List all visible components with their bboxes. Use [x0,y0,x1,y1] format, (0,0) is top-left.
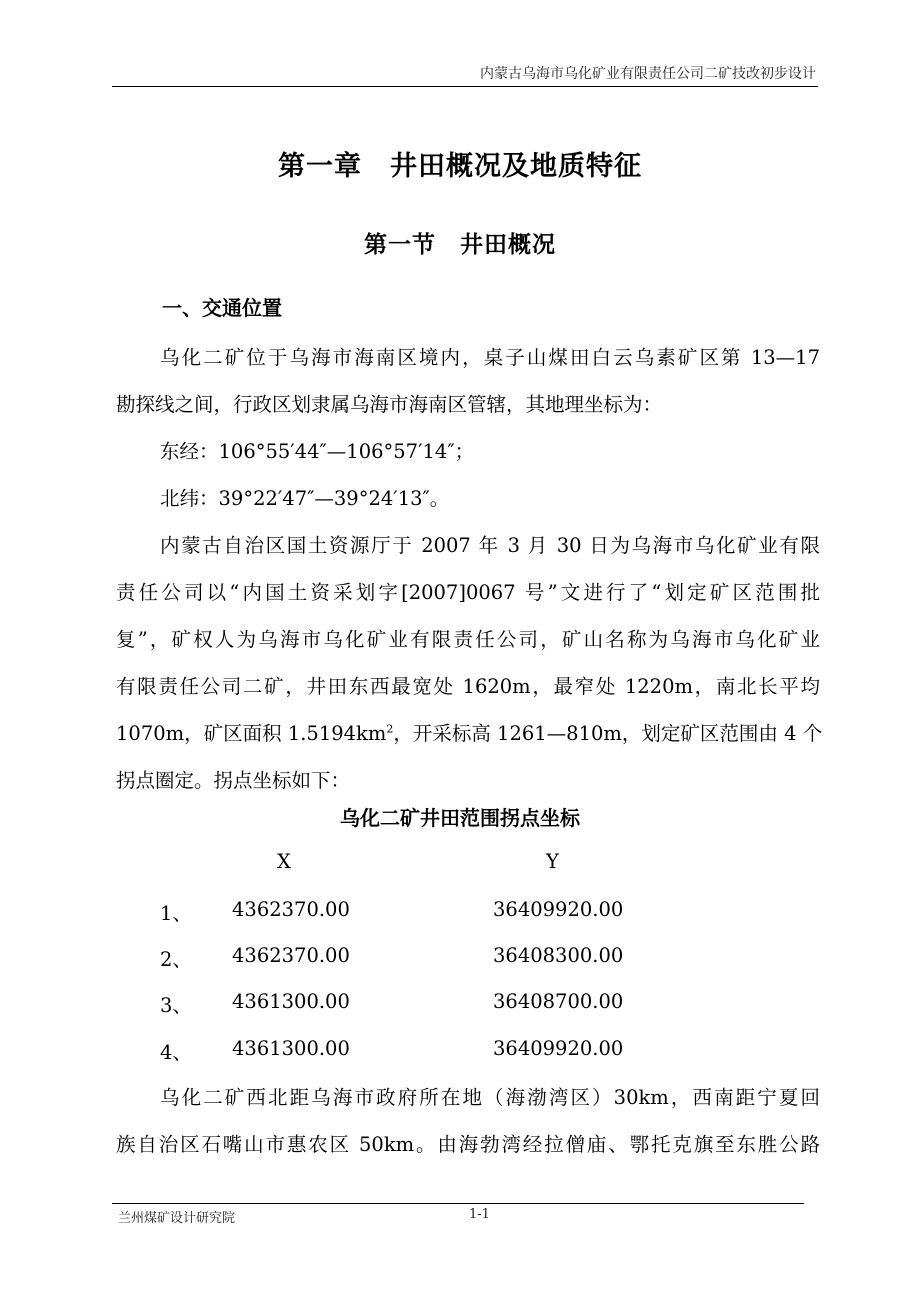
paragraph-line [116,718,823,746]
superscript-2: 2 [386,722,394,736]
table-title: 乌化二矿井田范围拐点坐标 [340,806,580,830]
row-y: 36408700.00 [493,990,624,1013]
paragraph-line: 拐点圈定。拐点坐标如下： [116,769,351,792]
running-header: 内蒙古乌海市乌化矿业有限责任公司二矿技改初步设计 [480,66,816,82]
footer-org: 兰州煤矿设计研究院 [118,1211,236,1226]
paragraph-line: 内蒙古自治区国土资源厅于 2007 年 3 月 30 日为乌海市乌化矿业有限 [160,534,820,557]
page-number: 1-1 [469,1207,490,1222]
paragraph-line: 勘探线之间，行政区划隶属乌海市海南区管辖，其地理坐标为： [116,393,663,416]
row-x: 4361300.00 [232,1037,350,1060]
chapter-title: 第一章 井田概况及地质特征 [278,151,642,182]
row-y: 36408300.00 [493,944,624,967]
elevation-text: ，开采标高 1261—810m，划定矿区范围由 4 个 [393,722,823,745]
paragraph-line: 有限责任公司二矿，井田东西最宽处 1620m，最窄处 1220m，南北长平均 [116,675,820,698]
section-title: 第一节 井田概况 [364,232,556,258]
longitude-line: 东经：106°55′44″—106°57′14″； [160,440,475,463]
row-x: 4362370.00 [232,898,350,921]
row-index: 2、 [160,948,192,971]
row-x: 4362370.00 [232,944,350,967]
row-x: 4361300.00 [232,990,350,1013]
paragraph-line: 责任公司以“内国土资采划字[2007]0067 号”文进行了“划定矿区范围批 [116,581,820,604]
row-index: 3、 [160,994,192,1017]
paragraph-line: 乌化二矿西北距乌海市政府所在地（海渤湾区）30km，西南距宁夏回 [160,1086,820,1109]
row-y: 36409920.00 [493,898,624,921]
subsection-title: 一、交通位置 [162,296,282,320]
paragraph-line: 乌化二矿位于乌海市海南区境内，桌子山煤田白云乌素矿区第 13—17 [160,346,820,369]
latitude-line: 北纬：39°22′47″—39°24′13″。 [160,487,450,510]
header-rule [112,86,818,87]
column-header-x: X [277,850,291,873]
paragraph-line: 族自治区石嘴山市惠农区 50km。由海勃湾经拉僧庙、鄂托克旗至东胜公路 [116,1133,820,1156]
paragraph-line: 复”，矿权人为乌海市乌化矿业有限责任公司，矿山名称为乌海市乌化矿业 [116,628,820,651]
column-header-y: Y [546,850,559,873]
area-text: 1070m，矿区面积 1.5194km [116,722,387,745]
row-index: 4、 [160,1041,192,1064]
row-index: 1、 [160,902,192,925]
row-y: 36409920.00 [493,1037,624,1060]
footer-rule [112,1203,804,1204]
